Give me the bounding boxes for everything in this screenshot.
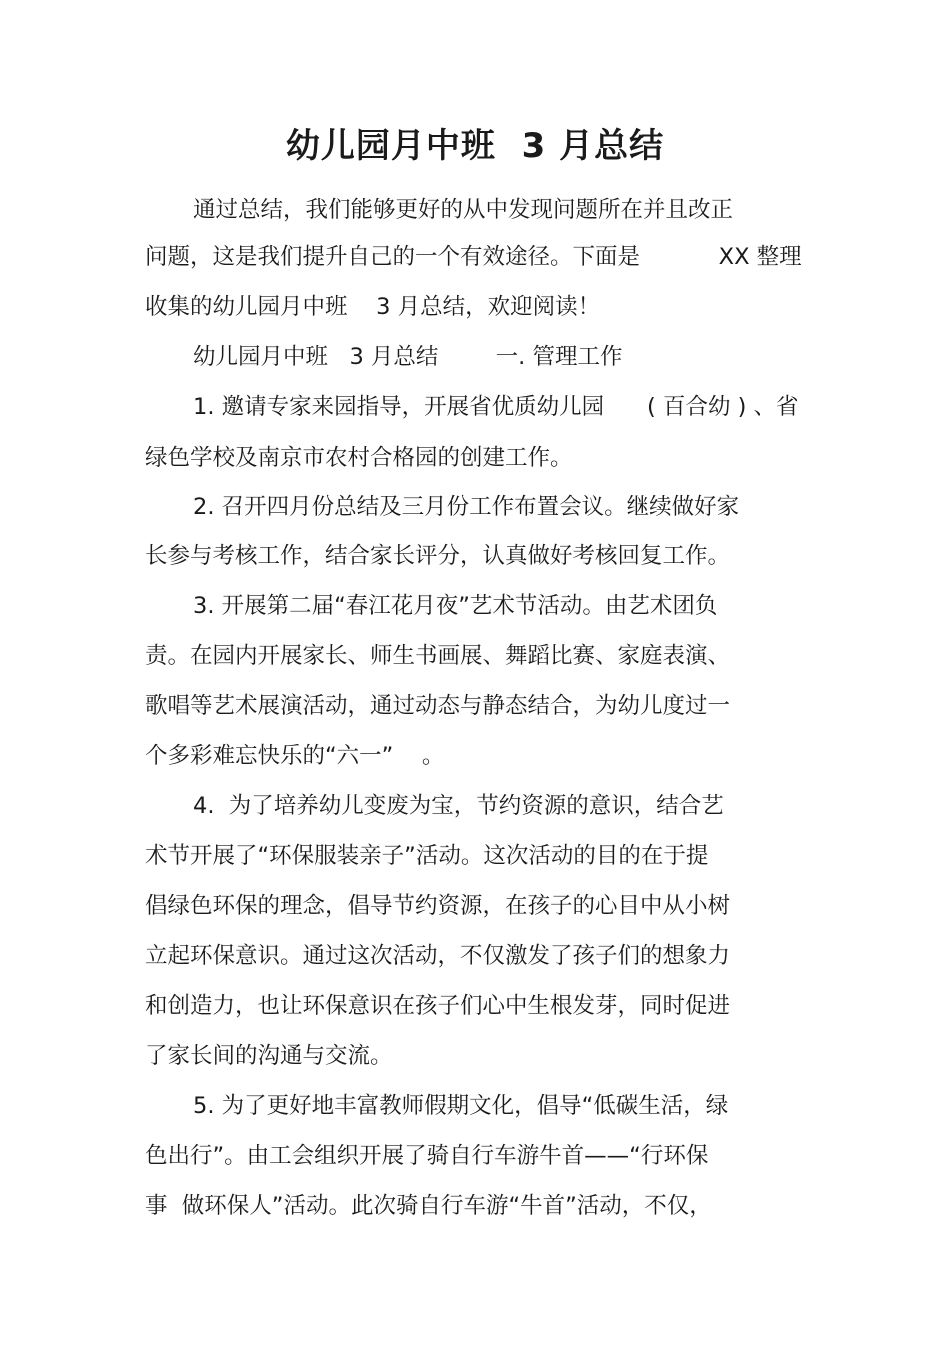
- paragraph-line: 术节开展了“环保服装亲子”活动。这次活动的目的在于提: [145, 843, 709, 869]
- document-title: 幼儿园月中班 3 月总结: [285, 126, 665, 166]
- paragraph-line: 绿色学校及南京市农村合格园的创建工作。: [145, 445, 573, 471]
- paragraph-line: 通过总结，我们能够更好的从中发现问题所在并且改正: [193, 197, 734, 223]
- paragraph-line: 了家长间的沟通与交流。: [145, 1043, 393, 1069]
- paragraph-line: 歌唱等艺术展演活动，通过动态与静态结合，为幼儿度过一: [145, 693, 731, 719]
- section-heading: 幼儿园月中班 3 月总结 一. 管理工作: [193, 344, 623, 370]
- paragraph-line: 立起环保意识。通过这次活动，不仅激发了孩子们的想象力: [145, 943, 731, 969]
- paragraph-line: 1. 邀请专家来园指导，开展省优质幼儿园 ( 百合幼 ) 、省: [193, 394, 799, 420]
- paragraph-line: 4. 为了培养幼儿变废为宝，节约资源的意识，结合艺: [193, 793, 724, 819]
- paragraph-line: 事 做环保人”活动。此次骑自行车游“牛首”活动，不仅，: [145, 1193, 712, 1219]
- paragraph-line: 收集的幼儿园月中班 3 月总结，欢迎阅读！: [145, 294, 601, 320]
- paragraph-line: 5. 为了更好地丰富教师假期文化，倡导“低碳生活，绿: [193, 1093, 729, 1119]
- paragraph-line: 和创造力，也让环保意识在孩子们心中生根发芽，同时促进: [145, 993, 731, 1019]
- paragraph-line: 问题，这是我们提升自己的一个有效途径。下面是 XX 整理: [145, 244, 802, 270]
- paragraph-line: 色出行”。由工会组织开展了骑自行车游牛首——“行环保: [145, 1143, 709, 1169]
- paragraph-line: 责。在园内开展家长、师生书画展、舞蹈比赛、家庭表演、: [145, 643, 731, 669]
- paragraph-line: 3. 开展第二届“春江花月夜”艺术节活动。由艺术团负: [193, 593, 718, 619]
- paragraph-line: 个多彩难忘快乐的“六一” 。: [145, 743, 445, 769]
- paragraph-line: 倡绿色环保的理念，倡导节约资源，在孩子的心目中从小树: [145, 893, 731, 919]
- paragraph-line: 2. 召开四月份总结及三月份工作布置会议。继续做好家: [193, 494, 740, 520]
- paragraph-line: 长参与考核工作，结合家长评分，认真做好考核回复工作。: [145, 543, 731, 569]
